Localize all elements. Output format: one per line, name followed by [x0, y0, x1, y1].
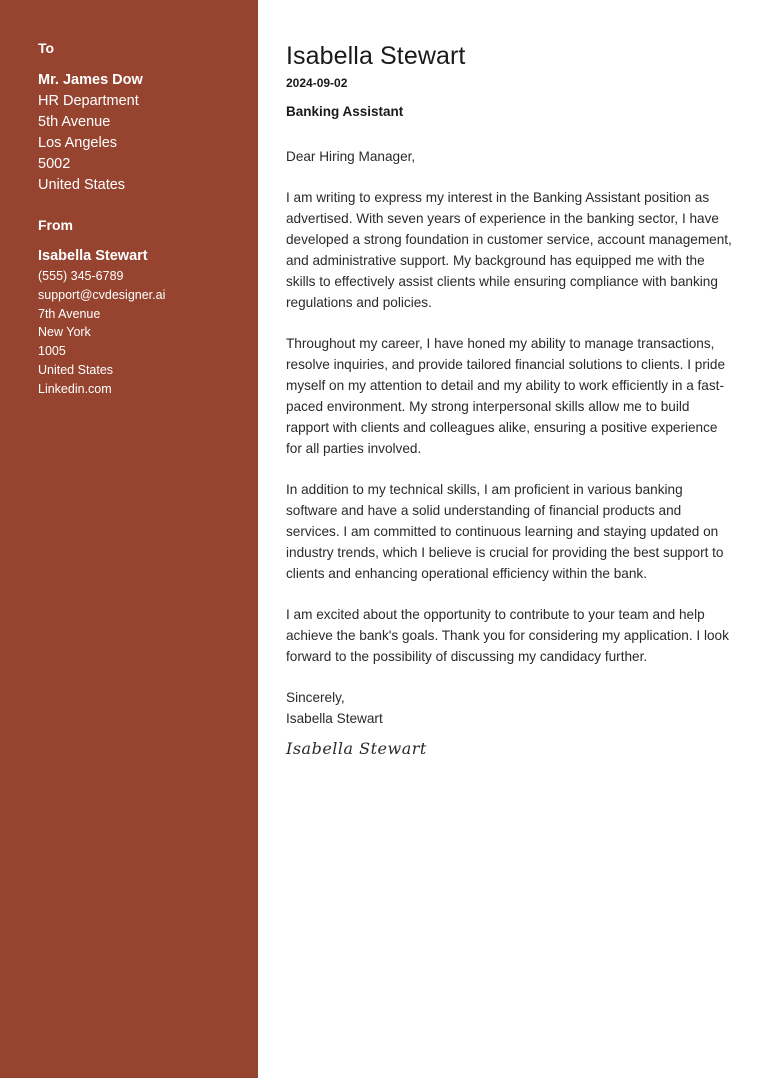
recipient-heading: To	[38, 40, 55, 56]
sender-city: New York	[38, 325, 91, 340]
recipient-department: HR Department	[38, 93, 139, 109]
sender-block	[38, 217, 258, 399]
job-position: Banking Assistant	[286, 104, 404, 119]
letter-greeting: Dear Hiring Manager,	[286, 149, 416, 164]
sender-postal-code: 1005	[38, 344, 66, 359]
recipient-city: Los Angeles	[38, 135, 118, 151]
recipient-block	[38, 40, 258, 196]
letter-closing	[286, 687, 736, 729]
sender-heading: From	[38, 217, 73, 233]
closing-phrase: Sincerely,	[286, 690, 345, 705]
letter-paragraph-1: I am writing to express my interest in the Banking Assistant position as advertised. With seven years of experience in the banking sector, I have developed a strong foundation in customer service, account management, and administrative support. My background has equipped me with the skills to effectively assist clients while ensuring compliance with banking regulations and policies.	[286, 190, 732, 310]
sender-street: 7th Avenue	[38, 306, 101, 321]
letter-body	[286, 40, 736, 758]
handwritten-signature: Isabella Stewart	[286, 739, 427, 758]
recipient-street: 5th Avenue	[38, 114, 111, 130]
letter-paragraph-3: In addition to my technical skills, I am proficient in various banking software and have a solid understanding of financial products and services. I am committed to continuous learning and staying updated on industry trends, which I believe is crucial for providing the best support to clients and enhancing operational efficiency within the bank.	[286, 482, 724, 581]
sidebar	[0, 0, 258, 1078]
sender-phone: (555) 345-6789	[38, 269, 124, 283]
recipient-name: Mr. James Dow	[38, 72, 143, 88]
letter-paragraph-2: Throughout my career, I have honed my ability to manage transactions, resolve inquiries, and provide tailored financial solutions to clients. I pride myself on my attention to detail and my ability to work efficiently in a fast-paced environment. My strong interpersonal skills allow me to build rapport with clients and colleagues alike, ensuring a positive experience for all parties involved.	[286, 336, 726, 456]
letter-paragraph-4: I am excited about the opportunity to contribute to your team and help achieve the bank's goals. Thank you for considering my application. I look forward to the possibility of discussing my candidacy further.	[286, 607, 729, 664]
sender-email: support@cvdesigner.ai	[38, 287, 166, 302]
sender-name: Isabella Stewart	[38, 248, 148, 264]
recipient-postal-code: 5002	[38, 156, 71, 172]
sender-country: United States	[38, 362, 114, 377]
author-name-title: Isabella Stewart	[286, 42, 466, 70]
letter-date: 2024-09-02	[286, 76, 348, 90]
sender-website: Linkedin.com	[38, 381, 112, 396]
closing-name: Isabella Stewart	[286, 711, 383, 726]
recipient-country: United States	[38, 177, 126, 193]
